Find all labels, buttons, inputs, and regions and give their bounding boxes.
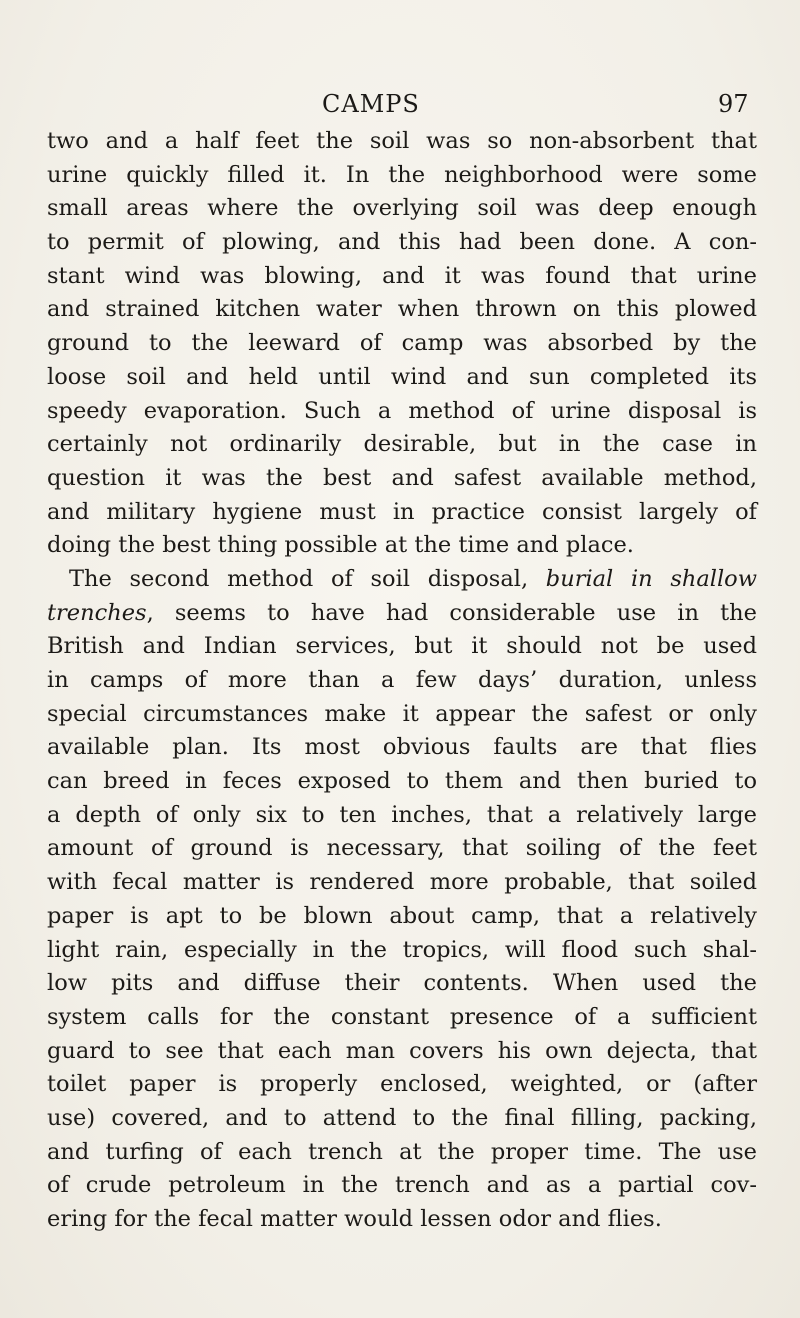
italic-phrase: trenches (47, 599, 147, 626)
text-line: and military hygiene must in practice consist largely of (47, 498, 757, 525)
text-line: ground to the leeward of camp was absorbed by the (47, 330, 757, 357)
italic-phrase: burial in shallow (545, 565, 757, 592)
text-line: to permit of plowing, and this had been done. A con- (47, 229, 757, 256)
running-head (0, 88, 800, 120)
text-line: paper is apt to be blown about camp, that a relatively (47, 902, 757, 929)
text-line: urine quickly filled it. In the neighborhood were some (47, 161, 757, 188)
text-line: in camps of more than a few days’ duration, unless (47, 667, 757, 693)
text-line: light rain, especially in the tropics, will flood such shal- (47, 936, 757, 963)
text-line: and strained kitchen water when thrown on this plowed (47, 296, 757, 323)
text-line: can breed in feces exposed to them and then buried to (47, 768, 757, 795)
text-line: loose soil and held until wind and sun completed its (47, 363, 757, 390)
text-line: speedy evaporation. Such a method of urine disposal is (47, 397, 757, 424)
text-run: The second method of soil disposal, (69, 565, 546, 592)
text-line: stant wind was blowing, and it was found that urine (47, 262, 757, 289)
text-line: toilet paper is properly enclosed, weighted, or (after (47, 1071, 757, 1098)
paragraph-2 (47, 563, 757, 1237)
text-line: with fecal matter is rendered more probable, that soiled (47, 869, 757, 896)
text-line: system calls for the constant presence of a sufficient (47, 1003, 757, 1030)
text-line: low pits and diffuse their contents. When used the (47, 970, 757, 997)
text-line: guard to see that each man covers his own dejecta, that (47, 1037, 757, 1064)
text-line: use) covered, and to attend to the final filling, packing, (47, 1104, 757, 1131)
text-line: question it was the best and safest available method, (47, 464, 757, 491)
text-line-with-italic (47, 563, 757, 597)
paragraph-1 (47, 125, 757, 563)
page-number: 97 (718, 90, 749, 118)
body-text (47, 125, 757, 1237)
text-line: ering for the fecal matter would lessen odor and flies. (47, 1206, 662, 1232)
text-line: special circumstances make it appear the safest or only (47, 700, 757, 727)
text-line: and turfing of each trench at the proper time. The use (47, 1138, 757, 1165)
text-line: certainly not ordinarily desirable, but in the case in (47, 431, 757, 458)
text-run: , seems to have had considerable use in the (146, 599, 757, 626)
text-line: two and a half feet the soil was so non-absorbent that (47, 128, 757, 154)
text-line: of crude petroleum in the trench and as a partial cov- (47, 1172, 757, 1199)
chapter-title: CAMPS (322, 90, 420, 118)
text-line: doing the best thing possible at the time and place. (47, 532, 634, 559)
text-line: British and Indian services, but it should not be used (47, 633, 757, 660)
text-line-with-italic (47, 597, 757, 631)
text-line: amount of ground is necessary, that soiling of the feet (47, 835, 757, 862)
text-line: a depth of only six to ten inches, that a relatively large (47, 801, 757, 828)
text-line: available plan. Its most obvious faults are that flies (47, 734, 757, 761)
text-line: small areas where the overlying soil was deep enough (47, 195, 757, 222)
